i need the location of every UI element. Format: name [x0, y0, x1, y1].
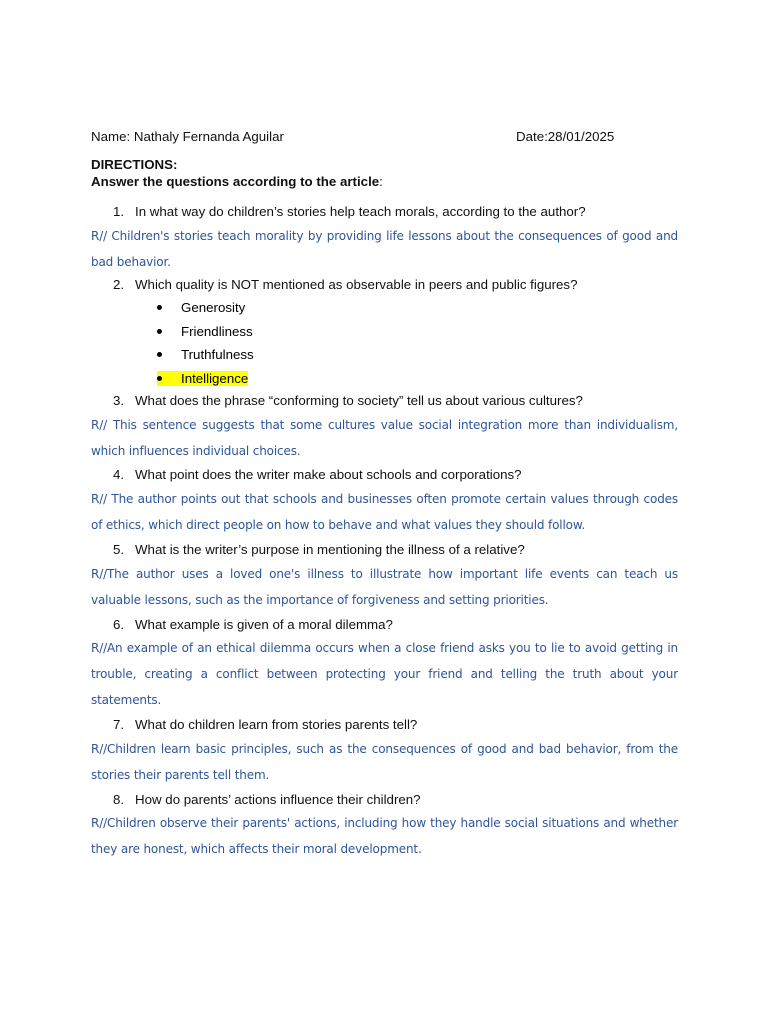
- directions-instruction: [91, 174, 383, 190]
- option-label: Intelligence: [181, 371, 249, 386]
- question-8-number: 8.: [113, 792, 125, 807]
- answer-3: R// This sentence suggests that some cultures value social integration more than individualism, which influences individual choices.: [91, 418, 678, 458]
- question-8-text: How do parents’ actions influence their children?: [135, 792, 421, 807]
- option-intelligence-highlighted: [157, 371, 248, 387]
- bullet-icon: [157, 352, 162, 357]
- directions-instruction-colon: :: [379, 174, 383, 189]
- answer-5: R//The author uses a loved one's illness to illustrate how important life events can teach us valuable lessons, such as the importance of forgiveness and setting priorities.: [91, 567, 678, 607]
- question-4: [113, 467, 522, 483]
- document-date: Date:28/01/2025: [516, 129, 615, 144]
- question-1-number: 1.: [113, 204, 125, 219]
- question-7-number: 7.: [113, 717, 125, 732]
- question-2-text: Which quality is NOT mentioned as observable in peers and public figures?: [135, 277, 578, 292]
- bullet-icon: [157, 329, 162, 334]
- option-label: Truthfulness: [181, 347, 254, 362]
- answer-8: R//Children observe their parents' actions, including how they handle social situations and whether they are honest, which affects their moral development.: [91, 816, 678, 856]
- directions-instruction-text: Answer the questions according to the article: [91, 174, 380, 189]
- answer-1: R// Children's stories teach morality by providing life lessons about the consequences of good and bad behavior.: [91, 229, 678, 269]
- question-1-text: In what way do children’s stories help teach morals, according to the author?: [135, 204, 586, 219]
- directions-title: DIRECTIONS:: [91, 157, 178, 172]
- question-6: [113, 617, 393, 633]
- question-7-text: What do children learn from stories parents tell?: [135, 717, 418, 732]
- option-label: Friendliness: [181, 324, 253, 339]
- question-3-text: What does the phrase “conforming to society” tell us about various cultures?: [135, 393, 583, 408]
- student-name: Name: Nathaly Fernanda Aguilar: [91, 129, 284, 144]
- question-2-number: 2.: [113, 277, 125, 292]
- question-6-text: What example is given of a moral dilemma?: [135, 617, 393, 632]
- option-label: Generosity: [181, 300, 246, 315]
- question-1: [113, 204, 586, 220]
- answer-4: R// The author points out that schools and businesses often promote certain values through codes of ethics, which direct people on how to behave and what values they should follow.: [91, 492, 678, 532]
- option-truthfulness: [157, 347, 254, 363]
- question-7: [113, 717, 417, 733]
- question-6-number: 6.: [113, 617, 125, 632]
- question-4-text: What point does the writer make about schools and corporations?: [135, 467, 522, 482]
- question-3: [113, 393, 583, 409]
- answer-6: R//An example of an ethical dilemma occurs when a close friend asks you to lie to avoid getting in trouble, creating a conflict between protecting your friend and telling the truth about your statements.: [91, 641, 678, 707]
- question-2: [113, 277, 577, 293]
- answer-7: R//Children learn basic principles, such as the consequences of good and bad behavior, from the stories their parents tell them.: [91, 742, 678, 782]
- question-3-number: 3.: [113, 393, 125, 408]
- bullet-icon: [157, 376, 162, 381]
- question-5: [113, 542, 525, 558]
- question-4-number: 4.: [113, 467, 125, 482]
- bullet-icon: [157, 305, 162, 310]
- highlight-mark: [157, 371, 248, 386]
- question-8: [113, 792, 421, 808]
- question-5-number: 5.: [113, 542, 125, 557]
- option-generosity: [157, 300, 245, 316]
- option-friendliness: [157, 324, 253, 340]
- question-5-text: What is the writer’s purpose in mentioning the illness of a relative?: [135, 542, 525, 557]
